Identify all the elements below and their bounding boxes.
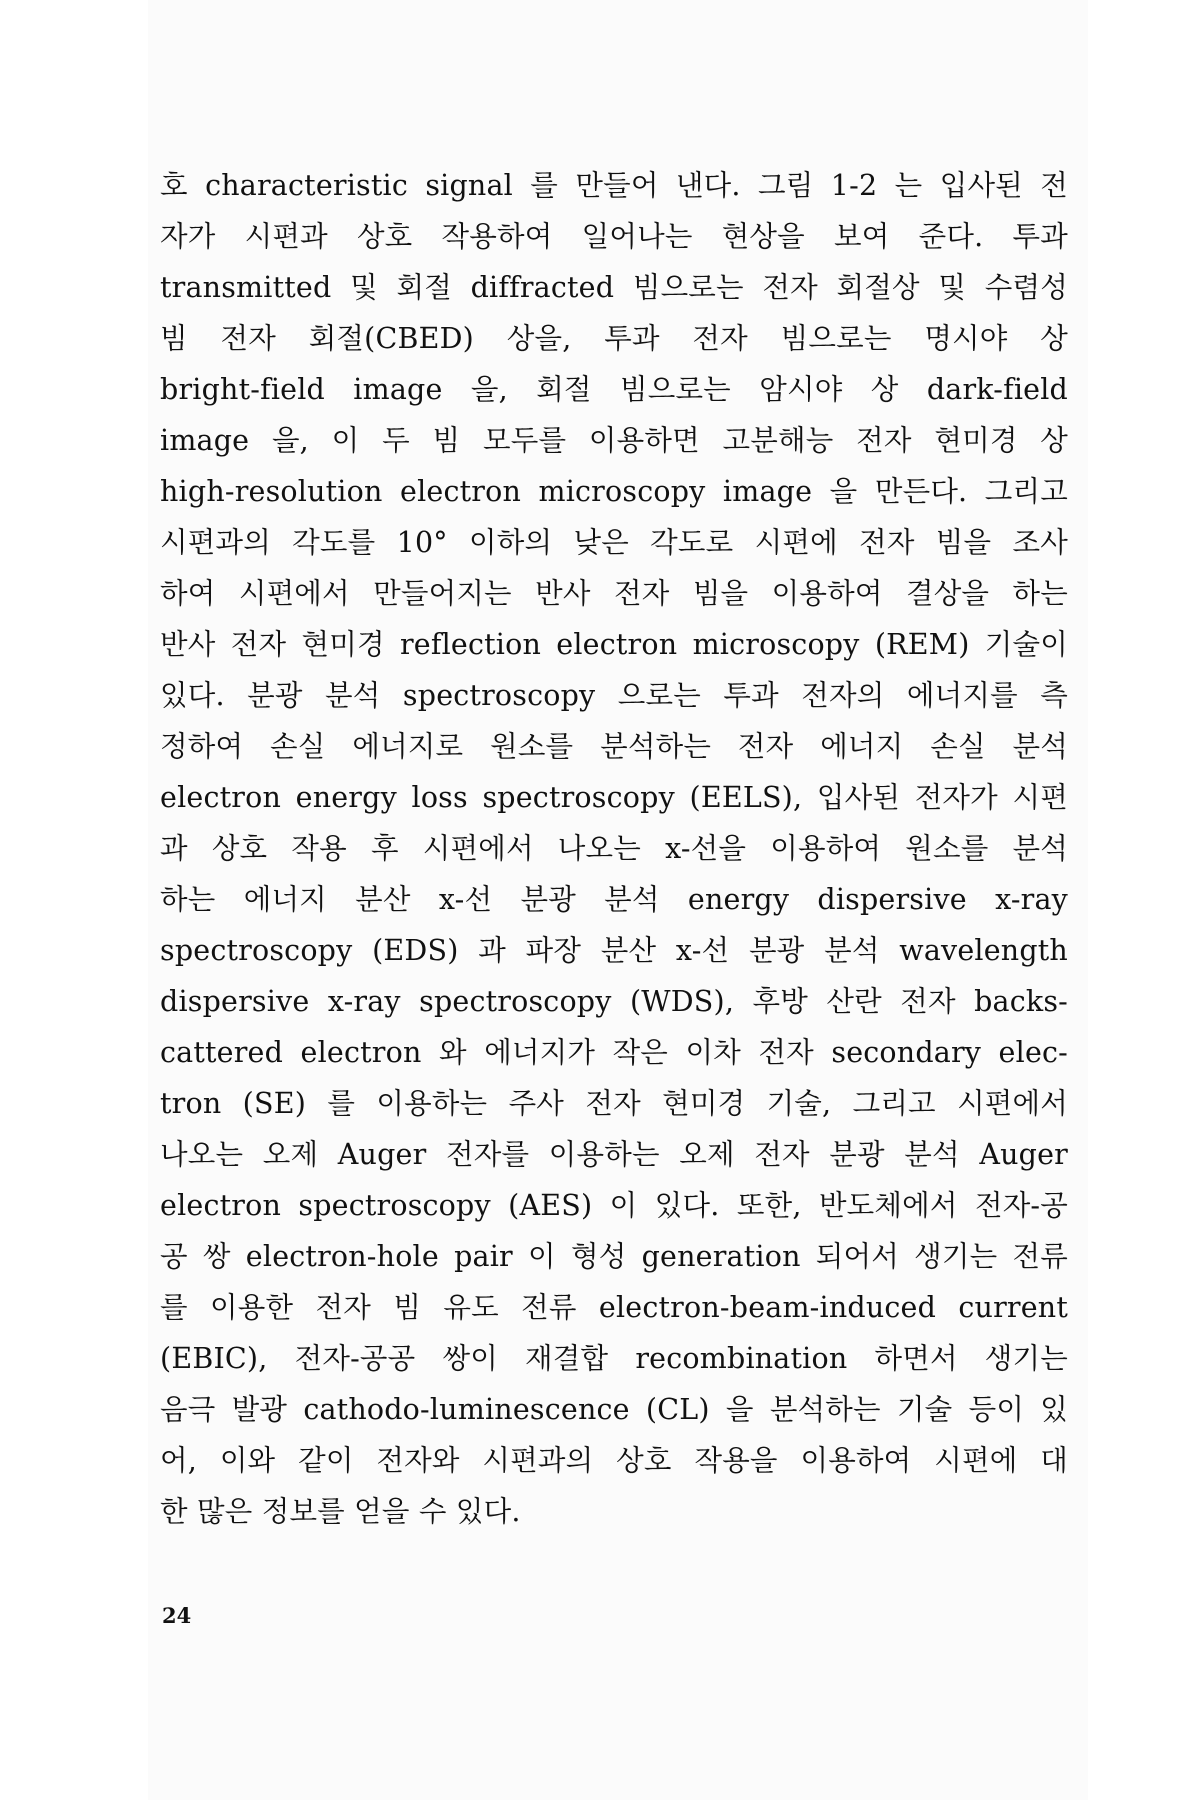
body-paragraph [160,160,1068,1537]
text-line: electron spectroscopy (AES) 이 있다. 또한, 반도체에서 전자-공 [160,1189,1068,1222]
text-line: 정하여 손실 에너지로 원소를 분석하는 전자 에너지 손실 분석 [160,730,1068,763]
page-number: 24 [162,1603,192,1628]
text-line: 어, 이와 같이 전자와 시편과의 상호 작용을 이용하여 시편에 대 [160,1444,1068,1477]
text-line: 음극 발광 cathodo-luminescence (CL) 을 분석하는 기술 등이 있 [160,1393,1068,1426]
text-line: 호 characteristic signal 를 만들어 낸다. 그림 1-2 는 입사된 전 [160,169,1068,202]
text-line: transmitted 및 회절 diffracted 빔으로는 전자 회절상 및 수렴성 [160,271,1068,304]
text-line: 빔 전자 회절(CBED) 상을, 투과 전자 빔으로는 명시야 상 [160,322,1068,355]
text-line: 반사 전자 현미경 reflection electron microscopy (REM) 기술이 [160,628,1068,661]
text-line: high-resolution electron microscopy image 을 만든다. 그리고 [160,475,1068,508]
text-line: 하여 시편에서 만들어지는 반사 전자 빔을 이용하여 결상을 하는 [160,577,1068,610]
text-line: 하는 에너지 분산 x-선 분광 분석 energy dispersive x-ray [160,883,1068,916]
text-line: electron energy loss spectroscopy (EELS), 입사된 전자가 시편 [160,781,1068,814]
text-line: 시편과의 각도를 10° 이하의 낮은 각도로 시편에 전자 빔을 조사 [160,526,1068,559]
text-line: tron (SE) 를 이용하는 주사 전자 현미경 기술, 그리고 시편에서 [160,1087,1068,1120]
text-line: dispersive x-ray spectroscopy (WDS), 후방 산란 전자 backs- [160,985,1068,1018]
text-line: cattered electron 와 에너지가 작은 이차 전자 secondary elec- [160,1036,1068,1069]
text-line: 를 이용한 전자 빔 유도 전류 electron-beam-induced current [160,1291,1068,1324]
text-line: 과 상호 작용 후 시편에서 나오는 x-선을 이용하여 원소를 분석 [160,832,1068,865]
text-line: 자가 시편과 상호 작용하여 일어나는 현상을 보여 준다. 투과 [160,220,1068,253]
text-line: spectroscopy (EDS) 과 파장 분산 x-선 분광 분석 wavelength [160,934,1068,967]
text-line: 공 쌍 electron-hole pair 이 형성 generation 되어서 생기는 전류 [160,1240,1068,1273]
text-line: 있다. 분광 분석 spectroscopy 으로는 투과 전자의 에너지를 측 [160,679,1068,712]
text-line: 한 많은 정보를 얻을 수 있다. [160,1495,521,1528]
text-line: (EBIC), 전자-공공 쌍이 재결합 recombination 하면서 생기는 [160,1342,1068,1375]
text-line: bright-field image 을, 회절 빔으로는 암시야 상 dark-field [160,373,1068,406]
text-line: 나오는 오제 Auger 전자를 이용하는 오제 전자 분광 분석 Auger [160,1138,1068,1171]
text-line: image 을, 이 두 빔 모두를 이용하면 고분해능 전자 현미경 상 [160,424,1068,457]
